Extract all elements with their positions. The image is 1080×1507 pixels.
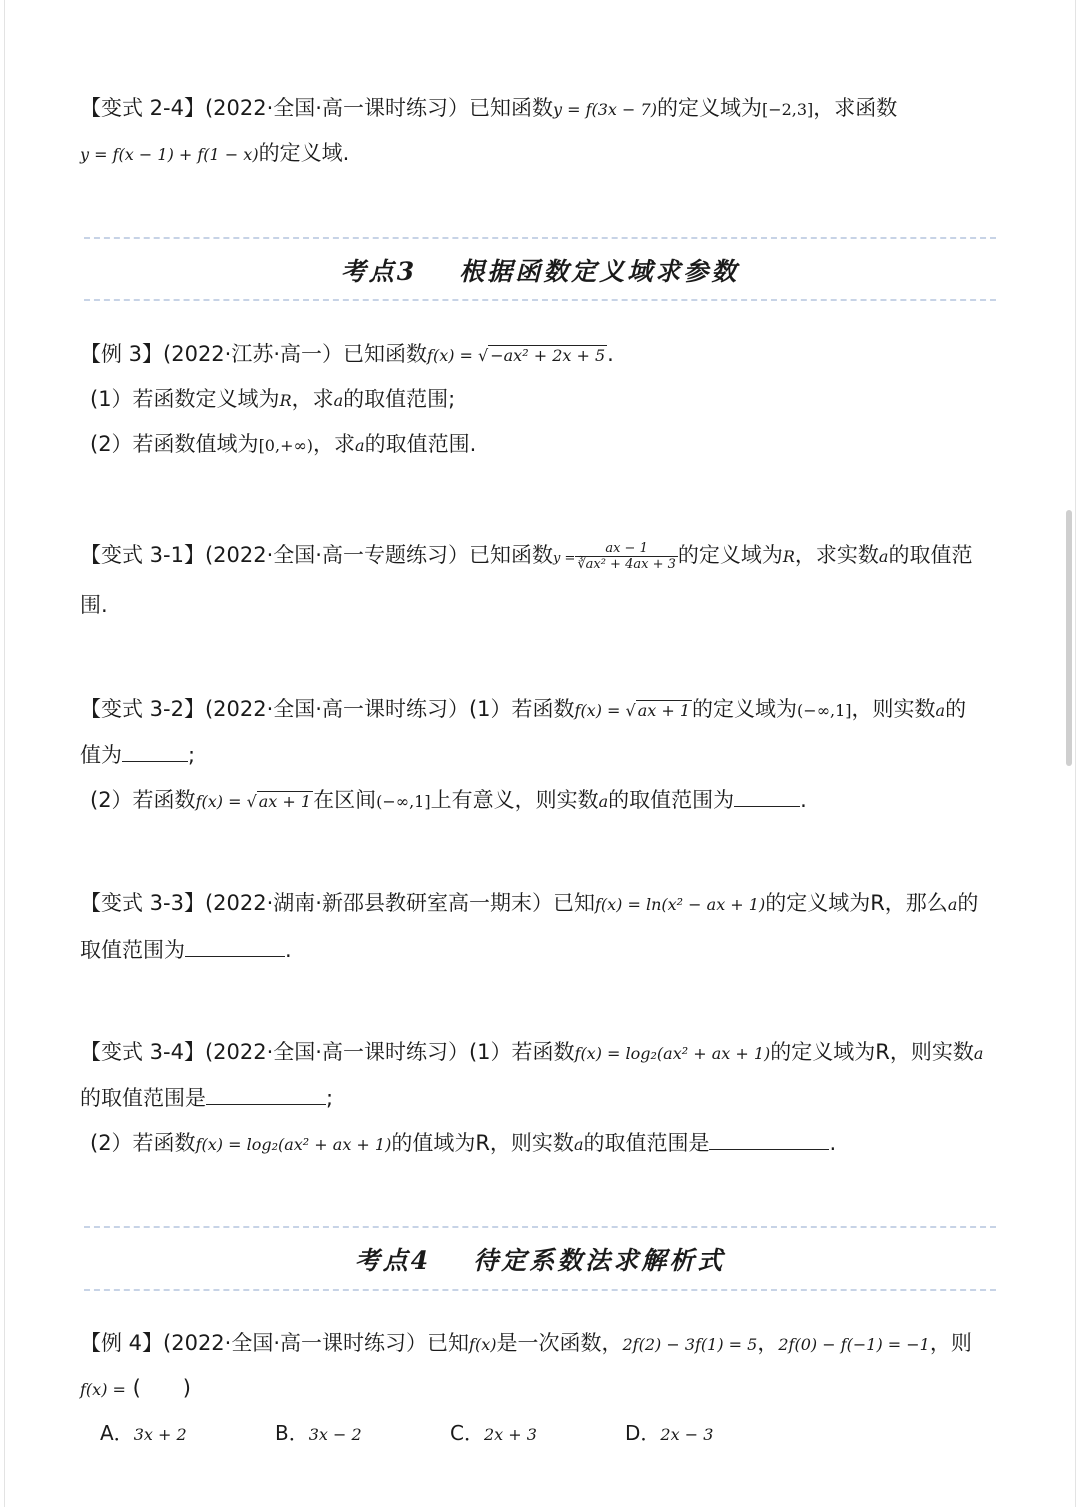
formula: 2f(2) − 3f(1) = 5 <box>622 1335 758 1354</box>
answer-blank[interactable] <box>734 784 800 807</box>
fraction <box>575 541 678 572</box>
denominator: ∛ax² + 4ax + 3 <box>577 556 676 572</box>
formula: y = <box>552 551 576 566</box>
variant-3-4-line-1 <box>80 1037 998 1069</box>
text: ，则 <box>929 1331 972 1355</box>
option-value: 2x − 3 <box>660 1425 714 1444</box>
formula: f(x) = log₂(ax² + ax + 1) <box>195 1135 392 1154</box>
text: . <box>285 938 292 962</box>
section-3-number: 考点3 <box>340 257 418 286</box>
example-3-text: 【例 3】(2022·江苏·高一）已知函数 <box>80 342 428 366</box>
formula: f(x) = √ <box>195 792 257 811</box>
section-divider <box>84 237 996 239</box>
formula: R <box>279 391 292 410</box>
text: ，则实数 <box>851 697 936 721</box>
example-4-text: 【例 4】(2022·全国·高一课时练习）已知 <box>80 1331 470 1355</box>
example-4-line-1 <box>80 1328 998 1360</box>
section-4-number: 考点4 <box>354 1246 432 1275</box>
interval: [−2,3] <box>761 100 814 119</box>
formula: y = f(3x − 7) <box>552 100 657 119</box>
formula: y = f(x − 1) + f(1 − x) <box>80 145 259 164</box>
answer-blank[interactable] <box>185 934 285 957</box>
text: 的定义域. <box>258 141 350 165</box>
variant-3-3-line-1 <box>80 888 998 920</box>
text: 的取值范围是 <box>583 1131 710 1155</box>
variable: a <box>355 436 365 455</box>
text: 的取值范围. <box>364 432 477 456</box>
radicand: ax + 1 <box>637 701 691 720</box>
text: . <box>607 342 614 366</box>
section-3-heading <box>0 252 1080 288</box>
text: . <box>829 1131 837 1155</box>
text: 取值范围为 <box>80 938 185 962</box>
text: (2）若函数 <box>90 1131 196 1155</box>
text: 的取值范围; <box>343 387 456 411</box>
variant-3-1-line-1 <box>80 538 998 576</box>
text: 的定义域为 <box>677 543 783 567</box>
option-value: 3x + 2 <box>133 1425 187 1444</box>
answer-blank[interactable] <box>206 1082 326 1105</box>
option-label: C． <box>450 1421 484 1445</box>
numerator: ax − 1 <box>575 541 678 557</box>
variable: a <box>973 1044 984 1063</box>
variant-3-1-text: 【变式 3-1】(2022·全国·高一专题练习）已知函数 <box>80 543 553 567</box>
formula: 2f(0) − f(−1) = −1 <box>778 1335 930 1354</box>
variable: a <box>333 391 344 410</box>
section-3-title: 根据函数定义域求参数 <box>459 257 740 286</box>
scrollbar[interactable] <box>1066 510 1072 766</box>
option-value: 2x + 3 <box>483 1425 537 1444</box>
answer-blank[interactable] <box>122 739 188 762</box>
text: ，求函数 <box>813 96 898 120</box>
text: 的取值范围是 <box>80 1086 206 1110</box>
text: 值为 <box>80 743 122 767</box>
variant-3-4-text: 【变式 3-4】(2022·全国·高一课时练习）(1）若函数 <box>80 1040 575 1064</box>
text: (1）若函数定义域为 <box>90 387 280 411</box>
text: 的 <box>945 697 967 721</box>
variable: a <box>598 792 609 811</box>
option-value: 3x − 2 <box>308 1425 362 1444</box>
variable: a <box>878 547 889 566</box>
variant-3-1-line-2 <box>80 590 998 620</box>
formula: f(x) = √ <box>427 346 489 365</box>
variant-2-4-line-1 <box>80 93 998 125</box>
formula: f(x) = <box>80 1380 126 1399</box>
text: (2）若函数 <box>90 788 196 812</box>
option-c[interactable] <box>450 1418 537 1450</box>
text: 上有意义，则实数 <box>430 788 599 812</box>
radicand: −ax² + 2x + 5 <box>490 346 606 365</box>
variable: a <box>935 701 946 720</box>
formula: R <box>782 547 795 566</box>
variant-2-4-text: 【变式 2-4】(2022·全国·高一课时练习）已知函数 <box>80 96 553 120</box>
text: 的取值范 <box>888 543 973 567</box>
text: 的定义域为R，则实数 <box>770 1040 974 1064</box>
text: 的 <box>957 891 979 915</box>
option-b[interactable] <box>275 1418 362 1450</box>
text: ，求实数 <box>794 543 879 567</box>
text: 的定义域为 <box>692 697 798 721</box>
variant-3-2-line-2 <box>80 739 998 770</box>
option-label: D． <box>625 1421 661 1445</box>
section-4-title: 待定系数法求解析式 <box>473 1246 726 1275</box>
formula: f(x) = log₂(ax² + ax + 1) <box>574 1044 771 1063</box>
text: ，求 <box>291 387 334 411</box>
variable: a <box>573 1135 584 1154</box>
section-divider <box>84 1289 996 1291</box>
text: 围. <box>80 593 108 617</box>
example-3-line-2 <box>90 384 998 416</box>
variant-3-3-text: 【变式 3-3】(2022·湖南·新邵县教研室高一期末）已知 <box>80 891 595 915</box>
text: (2）若函数值域为 <box>90 432 259 456</box>
variant-3-4-line-3 <box>90 1127 998 1160</box>
text: 的值域为R，则实数 <box>391 1131 574 1155</box>
example-3-line-1 <box>80 339 998 371</box>
example-4-line-2 <box>80 1373 998 1405</box>
answer-blank[interactable] <box>709 1127 829 1150</box>
variant-3-2-line-3 <box>90 784 998 817</box>
option-d[interactable] <box>625 1418 713 1450</box>
formula: f(x) <box>469 1335 497 1354</box>
option-label: B． <box>275 1421 309 1445</box>
text: ，求 <box>313 432 356 456</box>
text: 的定义域为R，那么 <box>765 891 948 915</box>
answer-paren: ( ) <box>132 1376 191 1400</box>
text: 的定义域为 <box>656 96 762 120</box>
interval: [0,+∞) <box>258 436 314 455</box>
section-divider <box>84 299 996 301</box>
interval: (−∞,1] <box>376 792 431 811</box>
variant-2-4-line-2 <box>80 138 998 170</box>
section-4-heading <box>0 1241 1080 1277</box>
example-3-line-3 <box>90 429 998 461</box>
variant-3-4-line-2 <box>80 1082 998 1113</box>
text: . <box>800 788 807 812</box>
text: ; <box>188 743 196 767</box>
variable: a <box>947 895 958 914</box>
interval: (−∞,1] <box>797 701 852 720</box>
formula: f(x) = ln(x² − ax + 1) <box>594 895 766 914</box>
variant-3-2-text: 【变式 3-2】(2022·全国·高一课时练习）(1）若函数 <box>80 697 575 721</box>
formula: f(x) = √ <box>574 701 636 720</box>
variant-3-3-line-2 <box>80 934 998 965</box>
text: ; <box>326 1086 334 1110</box>
radicand: ax + 1 <box>258 792 312 811</box>
text: ， <box>757 1331 779 1355</box>
option-label: A． <box>100 1421 134 1445</box>
variant-3-2-line-1 <box>80 694 998 726</box>
option-a[interactable] <box>100 1418 187 1450</box>
section-divider <box>84 1226 996 1228</box>
text: 的取值范围为 <box>608 788 735 812</box>
text: 是一次函数， <box>496 1331 623 1355</box>
text: 在区间 <box>313 788 377 812</box>
